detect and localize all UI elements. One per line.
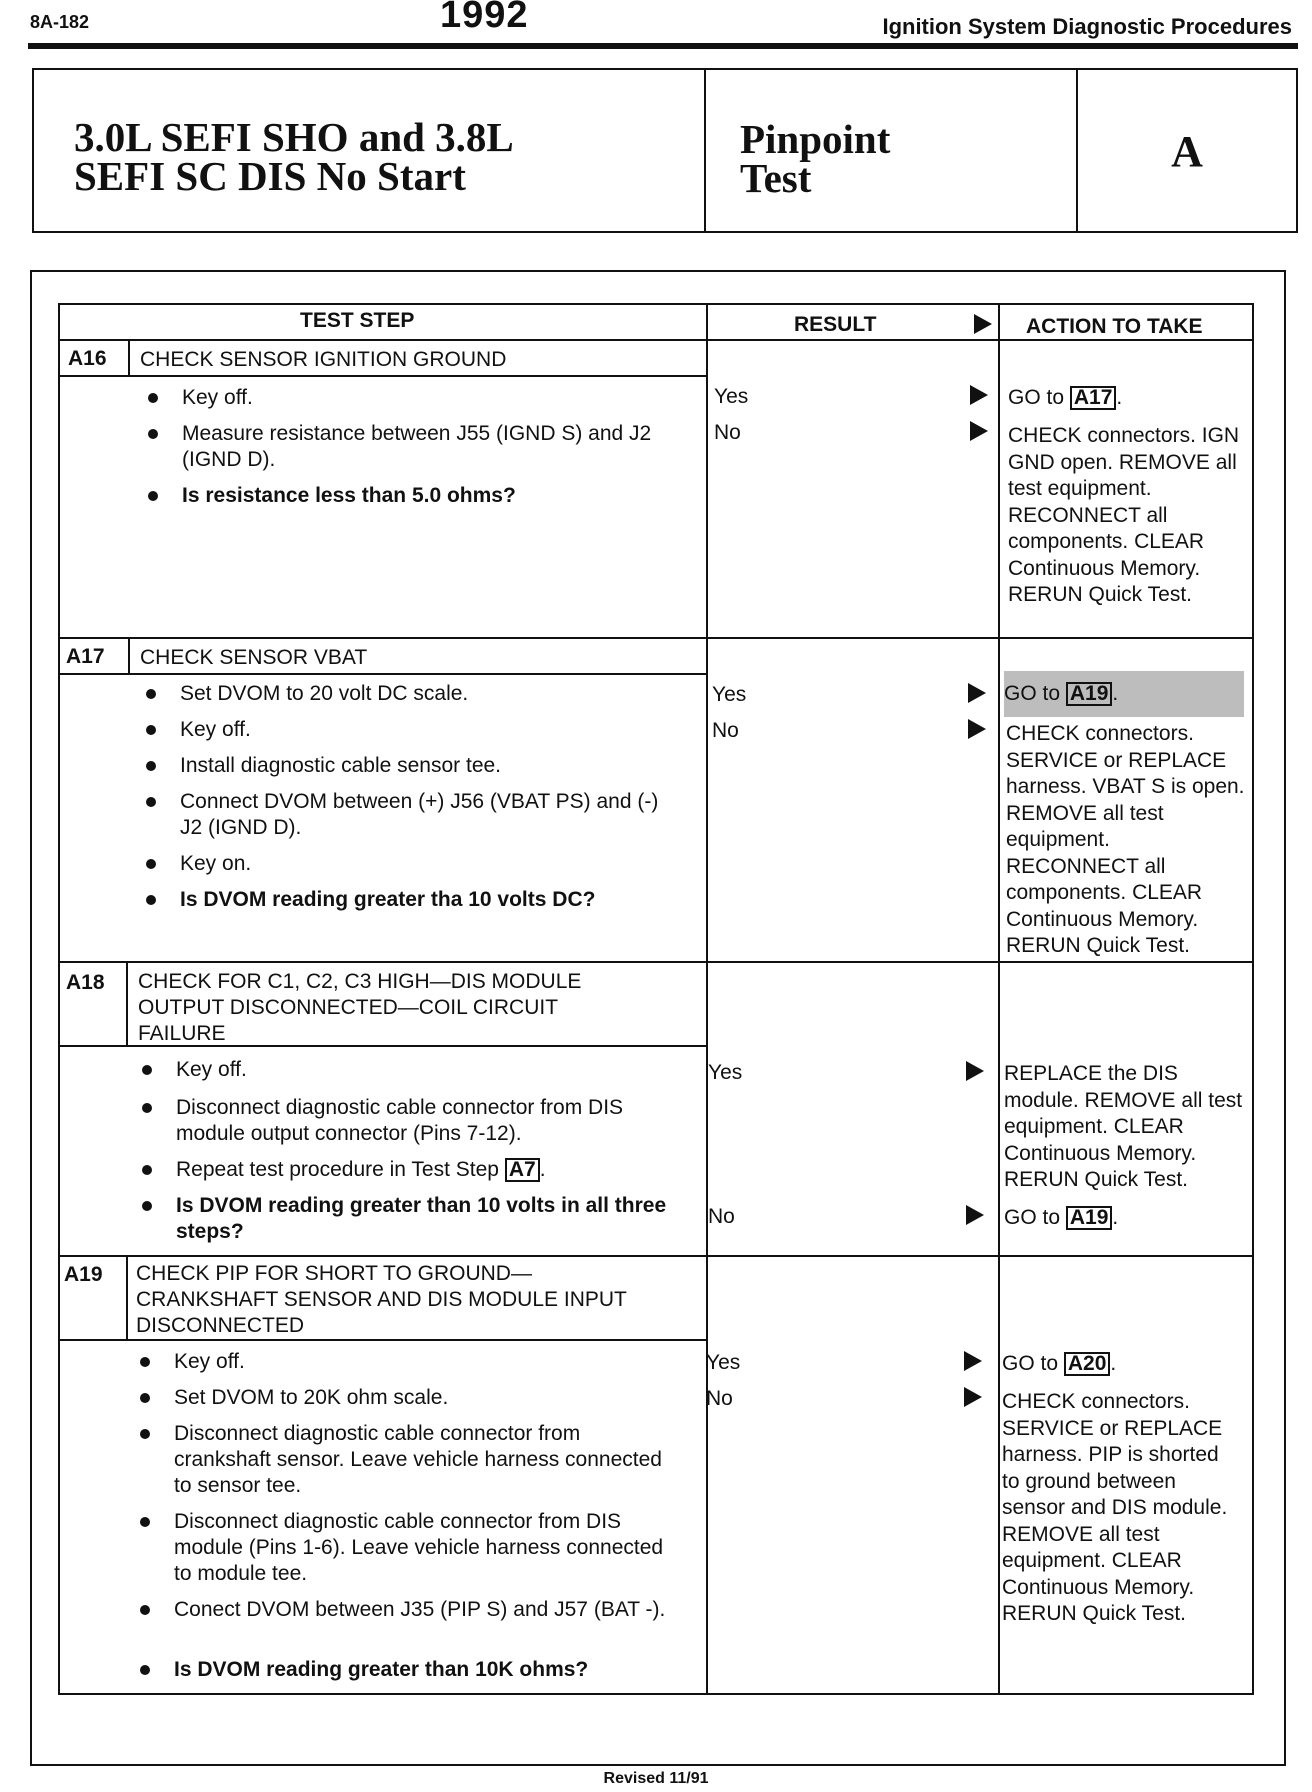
header-rule xyxy=(28,43,1298,49)
step-divider xyxy=(60,1255,1252,1257)
bullet-a17-6: Is DVOM reading greater tha 10 volts DC? xyxy=(142,887,682,913)
arrow-right-icon xyxy=(968,719,986,739)
revision-note: Revised 11/91 xyxy=(603,1770,709,1787)
action-a18-yes: REPLACE the DIS module. REMOVE all test equipment. CLEAR Continuous Memory. RERUN Quick Test. xyxy=(1004,1062,1243,1191)
action-a17-yes-suffix: . xyxy=(1112,682,1119,705)
step-title-divider xyxy=(60,673,706,675)
step-title-divider xyxy=(60,1045,706,1047)
bullet-a18-3-text: Repeat test procedure in Test Step xyxy=(176,1158,499,1181)
bullet-a16-2: Measure resistance between J55 (IGND S) and J2 (IGND D). xyxy=(144,421,684,473)
step-title-divider xyxy=(60,1339,706,1341)
bullet-a18-2: Disconnect diagnostic cable connector from DIS module output connector (Pins 7-12). xyxy=(138,1095,678,1147)
title-box xyxy=(32,68,1298,233)
result-a16-yes: Yes xyxy=(714,385,749,408)
bullet-a16-1: Key off. xyxy=(144,385,684,411)
step-divider xyxy=(60,637,1252,639)
column-header-action: ACTION TO TAKE xyxy=(1026,315,1203,338)
step-title-a17: CHECK SENSOR VBAT xyxy=(140,646,368,669)
column-header-result: RESULT xyxy=(794,313,877,336)
arrow-right-icon xyxy=(964,1351,982,1371)
bullet-a19-5: Conect DVOM between J35 (PIP S) and J57 (BAT -). xyxy=(136,1597,676,1623)
bullet-a19-6: Is DVOM reading greater than 10K ohms? xyxy=(136,1657,676,1683)
action-a17-no: CHECK connectors. SERVICE or REPLACE harness. VBAT S is open. REMOVE all test equipment. RECONNECT all components. CLEAR Continuous Memory. RERUN Quick Test. xyxy=(1006,722,1245,957)
arrow-right-icon xyxy=(970,385,988,405)
arrow-right-icon xyxy=(964,1387,982,1407)
step-id-divider xyxy=(128,339,130,375)
bullet-a18-3: Repeat test procedure in Test Step A7 . xyxy=(138,1157,678,1183)
step-title-a16: CHECK SENSOR IGNITION GROUND xyxy=(140,348,507,371)
step-id-divider xyxy=(126,961,128,1045)
bullet-a19-2: Set DVOM to 20K ohm scale. xyxy=(136,1385,676,1411)
procedure-title xyxy=(74,114,514,199)
step-ref-a19[interactable]: A19 xyxy=(1066,1206,1113,1230)
step-id-a16: A16 xyxy=(68,347,107,370)
procedure-title-line2: SEFI SC DIS No Start xyxy=(74,153,466,199)
column-divider-action xyxy=(998,305,1000,1693)
result-a18-no: No xyxy=(708,1205,735,1228)
result-a16-no: No xyxy=(714,421,741,444)
step-title-a18: CHECK FOR C1, C2, C3 HIGH—DIS MODULE OUTPUT DISCONNECTED—COIL CIRCUIT FAILURE xyxy=(138,970,582,1045)
column-divider-result xyxy=(706,305,708,1693)
action-a18-no xyxy=(1004,1205,1244,1232)
test-type-cell xyxy=(706,70,1078,231)
step-id-a18: A18 xyxy=(66,971,105,994)
bullet-a18-4: Is DVOM reading greater than 10 volts in all three steps? xyxy=(138,1193,678,1245)
procedure-title-line1: 3.0L SEFI SHO and 3.8L xyxy=(74,114,514,160)
page-number: 8A-182 xyxy=(30,12,90,32)
action-a18-no-prefix: GO to xyxy=(1004,1206,1061,1229)
bullet-a17-5: Key on. xyxy=(142,851,682,877)
test-letter: A xyxy=(1171,127,1203,176)
step-ref-a20[interactable]: A20 xyxy=(1064,1352,1111,1376)
action-a17-yes-prefix: GO to xyxy=(1004,682,1061,705)
test-type-line1: Pinpoint xyxy=(740,116,891,162)
section-title: Ignition System Diagnostic Procedures xyxy=(882,14,1292,39)
test-type xyxy=(740,116,891,201)
step-ref-a7[interactable]: A7 xyxy=(505,1158,540,1182)
step-ref-a17[interactable]: A17 xyxy=(1070,386,1117,410)
step-id-divider xyxy=(126,1255,128,1339)
action-a19-yes-suffix: . xyxy=(1110,1352,1117,1375)
bullet-a19-1: Key off. xyxy=(136,1349,676,1375)
arrow-right-icon xyxy=(970,421,988,441)
result-a17-yes: Yes xyxy=(712,683,747,706)
arrow-right-icon xyxy=(974,314,992,334)
arrow-right-icon xyxy=(968,683,986,703)
column-header-test-step: TEST STEP xyxy=(300,309,415,332)
result-a19-yes: Yes xyxy=(706,1351,741,1374)
action-a19-yes xyxy=(1002,1351,1242,1378)
action-a17-yes xyxy=(1004,671,1244,717)
bullet-a19-4: Disconnect diagnostic cable connector from DIS module (Pins 1-6). Leave vehicle harness connected to module tee. xyxy=(136,1509,676,1587)
step-id-a17: A17 xyxy=(66,645,105,668)
step-divider xyxy=(60,961,1252,963)
action-a16-yes-suffix: . xyxy=(1116,386,1123,409)
bullet-a16-3: Is resistance less than 5.0 ohms? xyxy=(144,483,684,509)
arrow-right-icon xyxy=(966,1205,984,1225)
bullet-a17-3: Install diagnostic cable sensor tee. xyxy=(142,753,682,779)
bullet-a17-2: Key off. xyxy=(142,717,682,743)
bullet-a17-4: Connect DVOM between (+) J56 (VBAT PS) and (-) J2 (IGND D). xyxy=(142,789,682,841)
action-a19-yes-prefix: GO to xyxy=(1002,1352,1059,1375)
result-a19-no: No xyxy=(706,1387,733,1410)
pinpoint-table xyxy=(58,303,1254,1695)
title-cell xyxy=(34,70,706,231)
step-id-divider xyxy=(128,637,130,673)
arrow-right-icon xyxy=(966,1061,984,1081)
action-a16-yes-prefix: GO to xyxy=(1008,386,1065,409)
action-a16-yes xyxy=(1008,385,1248,412)
bullet-a19-3: Disconnect diagnostic cable connector from crankshaft sensor. Leave vehicle harness connected to sensor tee. xyxy=(136,1421,676,1499)
action-a19-no: CHECK connectors. SERVICE or REPLACE harness. PIP is shorted to ground between sensor and DIS module. REMOVE all test equipment. CLEAR Continuous Memory. RERUN Quick Test. xyxy=(1002,1390,1228,1625)
step-title-a19: CHECK PIP FOR SHORT TO GROUND—CRANKSHAFT SENSOR AND DIS MODULE INPUT DISCONNECTED xyxy=(136,1262,627,1337)
step-title-divider xyxy=(60,375,706,377)
action-a16-no: CHECK connectors. IGN GND open. REMOVE all test equipment. RECONNECT all components. CLEAR Continuous Memory. RERUN Quick Test. xyxy=(1008,424,1240,606)
year-label: 1992 xyxy=(440,0,529,36)
header-divider xyxy=(60,339,1252,341)
result-a18-yes: Yes xyxy=(708,1061,743,1084)
test-type-line2: Test xyxy=(740,155,812,201)
step-id-a19: A19 xyxy=(64,1263,103,1286)
test-letter-cell xyxy=(1078,70,1296,231)
result-a17-no: No xyxy=(712,719,739,742)
action-a18-no-suffix: . xyxy=(1112,1206,1119,1229)
bullet-a17-1: Set DVOM to 20 volt DC scale. xyxy=(142,681,682,707)
step-ref-a19[interactable]: A19 xyxy=(1066,682,1113,706)
bullet-a18-1: Key off. xyxy=(138,1057,678,1083)
